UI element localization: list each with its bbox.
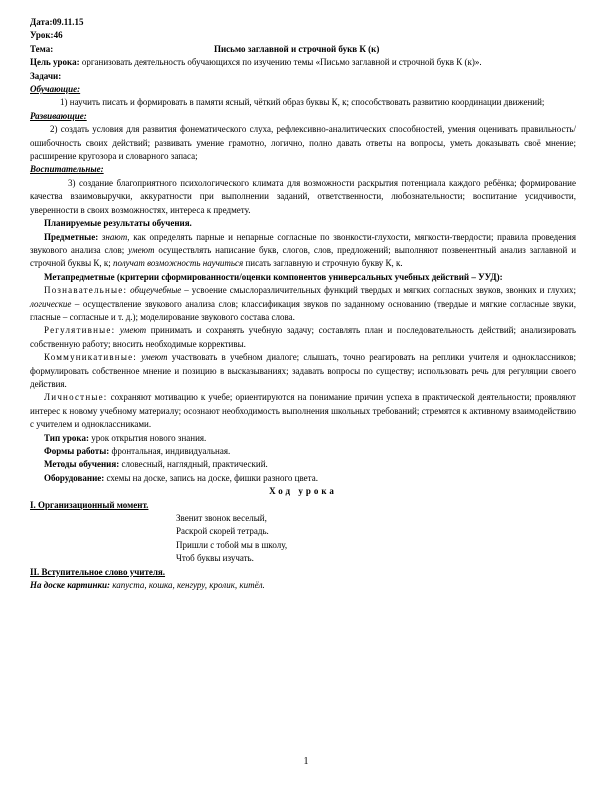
educational-tasks-text: 1) научить писать и формировать в памяти ясный, чёткий образ буквы К, к; способствовать развитию координации движений;	[60, 97, 545, 108]
lesson-type: Тип урока: урок открытия нового знания.	[44, 432, 207, 443]
cognitive-results: Познавательные: общеучебные – усвоение смыслоразличительных функций твердых и мягких согласных звуков, звонких и глухих; логические – осуществление звукового анализа слов; классификация звуков по заданному основанию (твердые и мягкие согласные звуки, гласные – согласные и т. д.); моделирование звукового состава слова.	[30, 285, 576, 322]
poem-line: Раскрой скорей тетрадь.	[176, 526, 269, 537]
regulatory-results: Регулятивные: умеют принимать и сохранять учебную задачу; составлять план и последовательность действий; анализировать собственную работу; вносить необходимые коррективы.	[30, 325, 576, 349]
results-heading: Планируемые результаты обучения.	[44, 218, 192, 229]
upbringing-tasks-label: Воспитательные:	[30, 164, 104, 175]
upbringing-tasks-text: 3) создание благоприятного психологического климата для возможности раскрытия потенциала каждого ребёнка; формирование качества взаимовыручки, аккуратности при выполнении заданий, ответственности, любознательности; воспитание усидчивости, уверенности в своих возможностях, интереса к предмету.	[30, 177, 576, 215]
meta-results-heading: Метапредметные (критерии сформированности/оценки компонентов универсальных учебных действий – УУД):	[44, 271, 503, 282]
equipment: Оборудование: схемы на доске, запись на доске, фишки разного цвета.	[44, 472, 318, 483]
poem-line: Пришли с тобой мы в школу,	[176, 539, 288, 550]
lesson-goal: Цель урока: организовать деятельность обучающихся по изучению темы «Письмо заглавной и строчной букв К (к)».	[30, 57, 482, 68]
date-line: Дата:09.11.15	[30, 17, 84, 27]
poem-line: Звенит звонок веселый,	[176, 513, 267, 524]
educational-tasks-label: Обучающие:	[30, 84, 81, 95]
subject-results: Предметные: знают, как определять парные и непарные согласные по звонкости-глухости, мягкости-твердости; правила проведения звукового анализа слов; умеют осуществлять написание букв, слогов, слов, предложений; выполняют позвенентный анализ заглавной и строчной буквы К, к; получат возможность научиться писать заглавную и строчную букву К, к.	[30, 231, 577, 269]
lesson-number-line: Урок:46	[30, 30, 63, 41]
section-intro: II. Вступительное слово учителя.	[30, 566, 166, 577]
poem	[30, 512, 576, 566]
communicative-results: Коммуникативные: умеют участвовать в учебном диалоге; слышать, точно реагировать на реплики учителя и одноклассников; формулировать собственное мнение и позицию в высказываниях; задавать вопросы по существу; использовать речь для регуляции своего действия.	[30, 352, 576, 389]
teaching-methods: Методы обучения: словесный, наглядный, практический.	[44, 459, 268, 470]
section-org-moment: I. Организационный момент.	[30, 499, 149, 510]
board-pictures: На доске картинки: капуста, кошка, кенгуру, кролик, китёл.	[30, 580, 265, 591]
document-page	[30, 16, 576, 592]
topic-line: Тема: Письмо заглавной и строчной букв К (к)	[30, 43, 576, 56]
work-forms: Формы работы: фронтальная, индивидуальная.	[44, 446, 231, 456]
poem-line: Чтоб буквы изучать.	[176, 553, 254, 564]
topic-title: Письмо заглавной и строчной букв К (к)	[214, 43, 380, 54]
personal-results: Личностные: сохраняют мотивацию к учебе; ориентируются на понимание причин успеха в практической деятельности; проявляют интерес к новому учебному материалу; осознают необходимость выполнения школьных требований; стремятся к активному взаимодействию с учителем и одноклассниками.	[30, 392, 576, 430]
page-number: 1	[303, 756, 309, 767]
developing-tasks-text: 2) создать условия для развития фонематического слуха, рефлексивно-аналитических способностей, умения оценивать правильность/ошибочность своих действий; развивать умение грамотно, логично, полно давать ответы на вопросы, уметь доказывать своё мнение; расширение кругозора и словарного запаса;	[30, 124, 576, 162]
developing-tasks-label: Развивающие:	[30, 110, 87, 121]
lesson-course-heading: Ход урока	[269, 486, 337, 497]
tasks-heading: Задачи:	[30, 70, 62, 81]
